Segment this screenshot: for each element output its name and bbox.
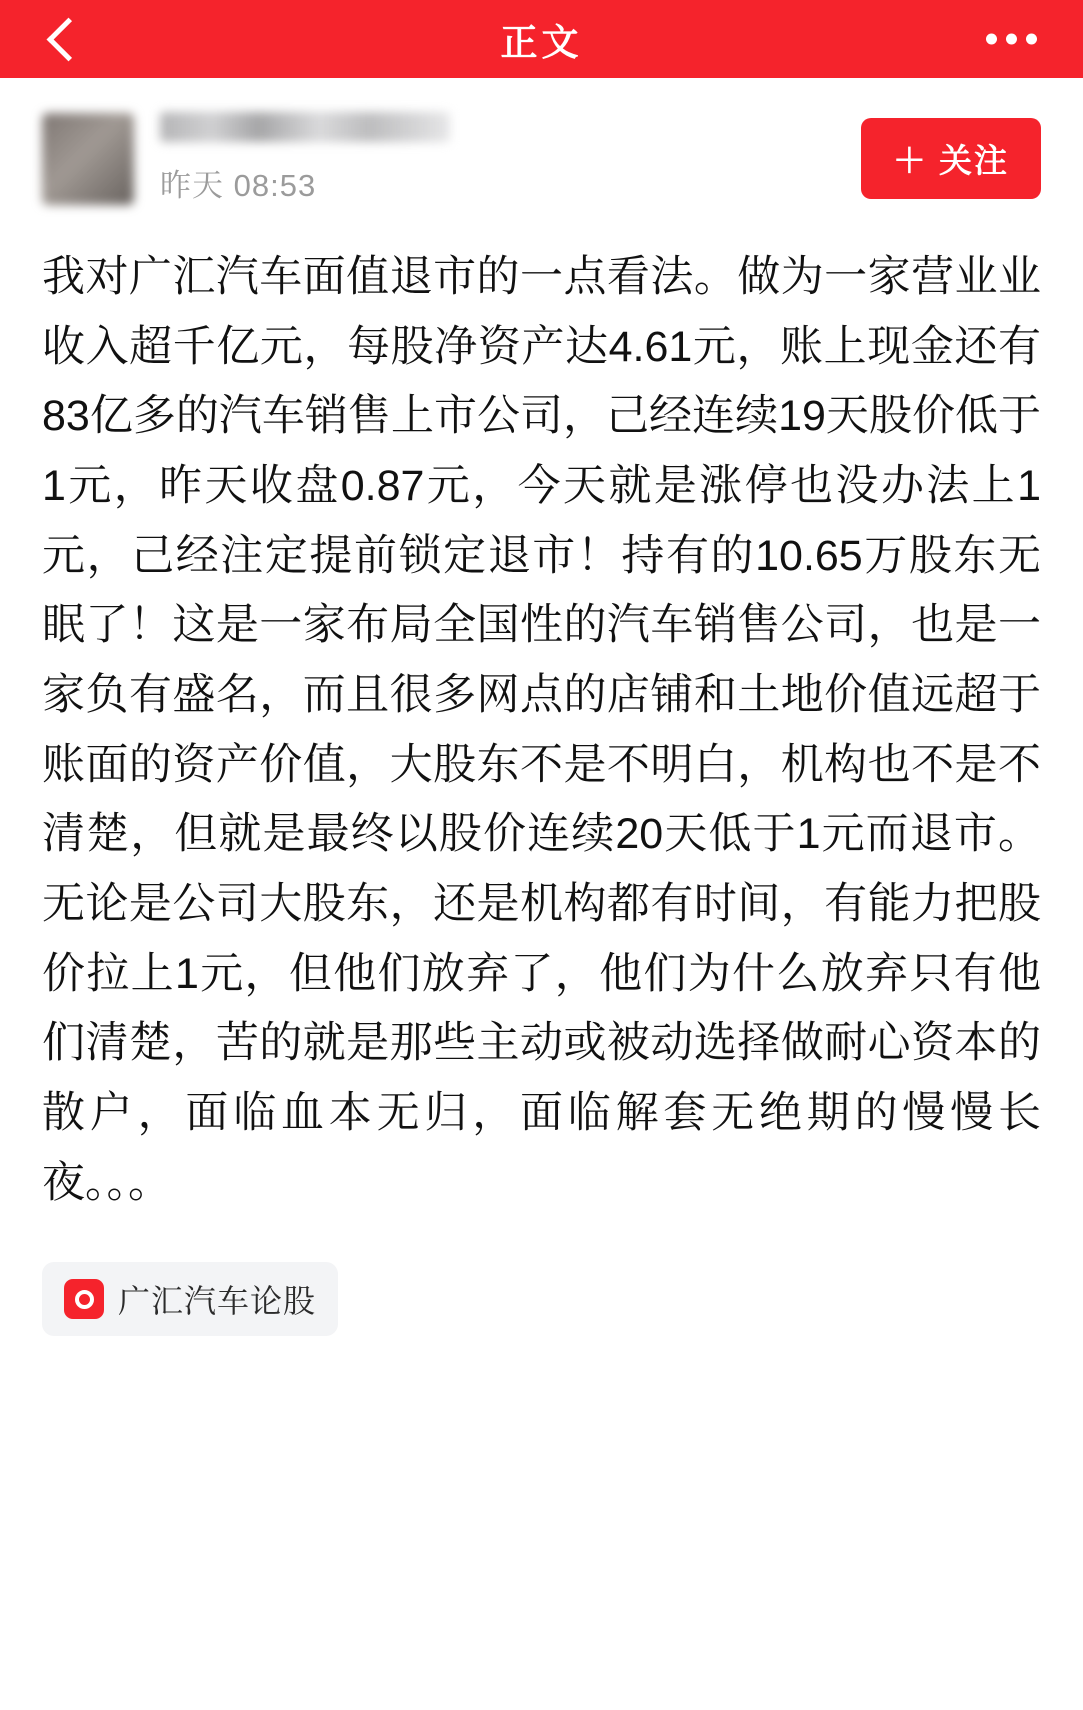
author-meta: [160, 112, 861, 205]
stock-bar-icon: [64, 1279, 104, 1319]
author-row: [0, 78, 1083, 221]
more-options-button[interactable]: [986, 34, 1037, 45]
post-timestamp: 昨天 08:53: [160, 168, 317, 203]
stock-bar-tag-label: 广汇汽车论股: [118, 1283, 317, 1320]
more-horizontal-icon-dot-1: [986, 34, 997, 45]
more-horizontal-icon-dot-3: [1026, 34, 1037, 45]
more-horizontal-icon-dot-2: [1006, 34, 1017, 45]
follow-button[interactable]: ＋ 关注: [861, 118, 1041, 199]
article-body: 我对广汇汽车面值退市的一点看法。做为一家营业业收入超千亿元，每股净资产达4.61元，账上现金还有83亿多的汽车销售上市公司，己经连续19天股价低于1元，昨天收盘0.87元，今天就是涨停也没办法上1元，己经注定提前锁定退市！持有的10.65万股东无眠了！这是一家布局全国性的汽车销售公司，也是一家负有盛名，而且很多网点的店铺和土地价值远超于账面的资产价值，大股东不是不明白，机构也不是不清楚，但就是最终以股价连续20天低于1元而退市。无论是公司大股东，还是机构都有时间，有能力把股价拉上1元，但他们放弃了，他们为什么放弃只有他们清楚，苦的就是那些主动或被动选择做耐心资本的散户，面临血本无归，面临解套无绝期的慢慢长夜。。。: [42, 253, 1041, 1207]
tag-section: [0, 1218, 1083, 1336]
author-name[interactable]: [160, 112, 450, 142]
chevron-left-icon: [46, 17, 90, 61]
back-button[interactable]: [46, 17, 90, 61]
page-title: 正文: [500, 22, 583, 63]
avatar[interactable]: [42, 113, 134, 205]
top-navigation-bar: [0, 0, 1083, 78]
stock-bar-tag[interactable]: [42, 1262, 338, 1336]
